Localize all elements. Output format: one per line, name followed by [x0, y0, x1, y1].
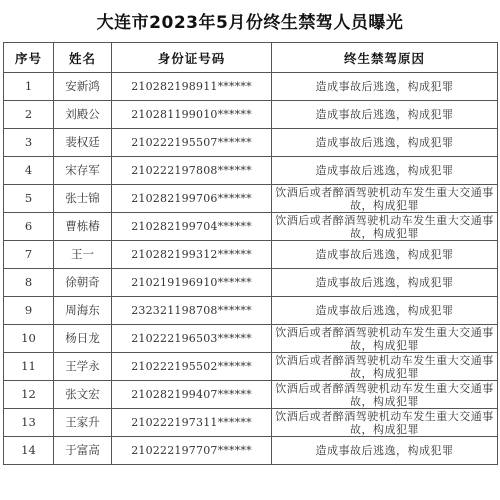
- cell-ban-reason: 饮酒后或者醉酒驾驶机动车发生重大交通事故，构成犯罪: [272, 325, 498, 353]
- column-header-name: 姓名: [54, 43, 112, 73]
- cell-id-number: 210282199312******: [112, 241, 272, 269]
- cell-ban-reason: 造成事故后逃逸，构成犯罪: [272, 297, 498, 325]
- cell-ban-reason: 饮酒后或者醉酒驾驶机动车发生重大交通事故，构成犯罪: [272, 185, 498, 213]
- cell-id-number: 210222195502******: [112, 353, 272, 381]
- table-row: [4, 325, 498, 353]
- cell-name: 裴权廷: [54, 129, 112, 157]
- page-title: 大连市2023年5月份终生禁驾人员曝光: [96, 13, 404, 33]
- cell-id-number: 210222196503******: [112, 325, 272, 353]
- cell-ban-reason: 造成事故后逃逸，构成犯罪: [272, 73, 498, 101]
- cell-id-number: 210282199704******: [112, 213, 272, 241]
- table-row: [4, 185, 498, 213]
- cell-serial-number: 10: [4, 325, 54, 353]
- cell-serial-number: 4: [4, 157, 54, 185]
- cell-id-number: 210222197707******: [112, 437, 272, 465]
- cell-id-number: 232321198708******: [112, 297, 272, 325]
- cell-name: 周海东: [54, 297, 112, 325]
- cell-ban-reason: 饮酒后或者醉酒驾驶机动车发生重大交通事故，构成犯罪: [272, 409, 498, 437]
- table-row: [4, 241, 498, 269]
- cell-id-number: 210281199010******: [112, 101, 272, 129]
- table-body: [4, 73, 498, 465]
- cell-ban-reason: 饮酒后或者醉酒驾驶机动车发生重大交通事故，构成犯罪: [272, 353, 498, 381]
- cell-name: 张文宏: [54, 381, 112, 409]
- cell-id-number: 210282199706******: [112, 185, 272, 213]
- table-row: [4, 353, 498, 381]
- cell-ban-reason: 饮酒后或者醉酒驾驶机动车发生重大交通事故，构成犯罪: [272, 213, 498, 241]
- cell-serial-number: 12: [4, 381, 54, 409]
- column-header-id: 身份证号码: [112, 43, 272, 73]
- table-row: [4, 409, 498, 437]
- column-header-reason: 终生禁驾原因: [272, 43, 498, 73]
- cell-serial-number: 14: [4, 437, 54, 465]
- cell-name: 王学永: [54, 353, 112, 381]
- cell-name: 于富高: [54, 437, 112, 465]
- cell-name: 杨日龙: [54, 325, 112, 353]
- table-row: [4, 269, 498, 297]
- cell-serial-number: 13: [4, 409, 54, 437]
- cell-ban-reason: 造成事故后逃逸，构成犯罪: [272, 241, 498, 269]
- cell-id-number: 210222195507******: [112, 129, 272, 157]
- cell-serial-number: 2: [4, 101, 54, 129]
- cell-id-number: 210222197311******: [112, 409, 272, 437]
- cell-ban-reason: 造成事故后逃逸，构成犯罪: [272, 129, 498, 157]
- cell-id-number: 210282198911******: [112, 73, 272, 101]
- cell-serial-number: 6: [4, 213, 54, 241]
- cell-id-number: 210282199407******: [112, 381, 272, 409]
- cell-ban-reason: 造成事故后逃逸，构成犯罪: [272, 101, 498, 129]
- table-row: [4, 101, 498, 129]
- cell-ban-reason: 造成事故后逃逸，构成犯罪: [272, 437, 498, 465]
- cell-ban-reason: 饮酒后或者醉酒驾驶机动车发生重大交通事故，构成犯罪: [272, 381, 498, 409]
- table-row: [4, 73, 498, 101]
- cell-name: 徐朝奇: [54, 269, 112, 297]
- cell-name: 宋存军: [54, 157, 112, 185]
- cell-serial-number: 9: [4, 297, 54, 325]
- cell-name: 安新鸿: [54, 73, 112, 101]
- cell-ban-reason: 造成事故后逃逸，构成犯罪: [272, 157, 498, 185]
- table-row: [4, 437, 498, 465]
- cell-serial-number: 7: [4, 241, 54, 269]
- cell-name: 刘殿公: [54, 101, 112, 129]
- cell-id-number: 210219196910******: [112, 269, 272, 297]
- table-row: [4, 213, 498, 241]
- table-row: [4, 297, 498, 325]
- banned-drivers-table: [3, 42, 498, 465]
- cell-serial-number: 3: [4, 129, 54, 157]
- cell-id-number: 210222197808******: [112, 157, 272, 185]
- table-row: [4, 129, 498, 157]
- cell-serial-number: 1: [4, 73, 54, 101]
- cell-ban-reason: 造成事故后逃逸，构成犯罪: [272, 269, 498, 297]
- table-header: [4, 43, 498, 73]
- cell-serial-number: 5: [4, 185, 54, 213]
- cell-serial-number: 8: [4, 269, 54, 297]
- cell-name: 王家升: [54, 409, 112, 437]
- column-header-no: 序号: [4, 43, 54, 73]
- cell-name: 张士锦: [54, 185, 112, 213]
- table-row: [4, 157, 498, 185]
- cell-name: 曹栋椿: [54, 213, 112, 241]
- cell-serial-number: 11: [4, 353, 54, 381]
- table-row: [4, 381, 498, 409]
- cell-name: 王一: [54, 241, 112, 269]
- header-row: [4, 43, 498, 73]
